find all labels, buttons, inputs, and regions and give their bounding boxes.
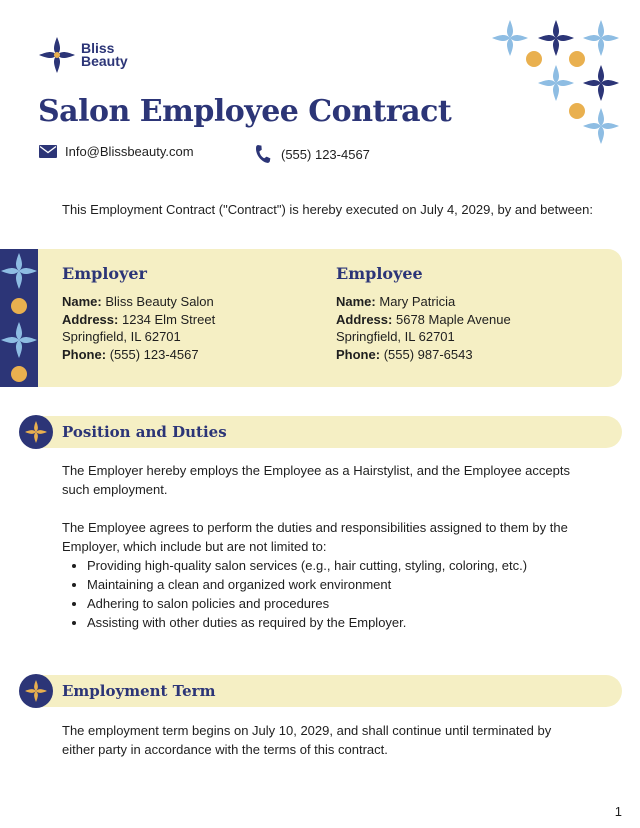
decorative-strip — [0, 249, 38, 387]
page-number: 1 — [614, 804, 622, 819]
brand-line1: Bliss — [81, 40, 115, 56]
employer-address-row — [62, 311, 215, 329]
employee-address1: 5678 Maple Avenue — [395, 311, 511, 327]
employer-address1: 1234 Elm Street — [121, 311, 216, 327]
employee-name: Mary Patricia — [379, 294, 456, 309]
flower-logo-icon — [38, 36, 76, 74]
position-paragraph-2: The Employee agrees to perform the duties and responsibilities assigned to them by the Employer, which include but are not limited to: — [62, 520, 568, 554]
employee-address-row — [336, 311, 511, 329]
employer-name-row — [62, 293, 215, 311]
employee-address2: Springfield, IL 62701 — [336, 329, 455, 345]
employee-phone-row — [336, 346, 511, 364]
employer-phone: (555) 123-4567 — [109, 346, 199, 362]
flower-badge-icon — [19, 415, 53, 449]
brand-name — [81, 42, 128, 68]
brand-line2: Beauty — [81, 53, 128, 69]
decorative-flower-pattern — [488, 14, 628, 149]
list-item: • Maintaining a clean and organized work environment — [87, 575, 527, 594]
brand-logo — [38, 36, 128, 74]
employee-address-label: Address: — [336, 311, 393, 327]
employee-heading: Employee — [336, 264, 423, 283]
contact-email — [39, 144, 194, 159]
term-heading: Employment Term — [62, 682, 216, 700]
employer-name-label: Name: — [62, 294, 102, 309]
list-item: • Assisting with other duties as required by the Employer. — [87, 613, 527, 632]
employer-block — [62, 263, 215, 363]
page-title: Salon Employee Contract — [38, 94, 452, 129]
employee-block — [336, 263, 511, 363]
position-heading: Position and Duties — [62, 423, 227, 441]
phone-icon — [253, 144, 273, 164]
intro-text: This Employment Contract ("Contract") is hereby executed on July 4, 2029, by and between: — [62, 202, 593, 217]
phone-text: (555) 123-4567 — [281, 146, 370, 162]
flower-badge-icon — [19, 674, 53, 708]
term-paragraph: The employment term begins on July 10, 2029, and shall continue until terminated by either party in accordance with the terms of this contract. — [62, 723, 552, 757]
employee-phone: (555) 987-6543 — [383, 346, 473, 362]
parties-box — [0, 249, 622, 387]
email-text: Info@Blissbeauty.com — [65, 144, 194, 159]
employer-heading: Employer — [62, 264, 147, 283]
duties-list — [62, 556, 527, 632]
list-item: • Adhering to salon policies and procedures — [87, 594, 527, 613]
employer-name: Bliss Beauty Salon — [105, 294, 214, 309]
employer-phone-row — [62, 346, 215, 364]
employer-phone-label: Phone: — [62, 346, 107, 362]
employee-name-row — [336, 293, 511, 311]
employer-address2: Springfield, IL 62701 — [62, 329, 181, 345]
envelope-icon — [39, 145, 57, 158]
position-paragraph-1: The Employer hereby employs the Employee as a Hairstylist, and the Employee accepts such employment. — [62, 463, 570, 497]
employee-phone-label: Phone: — [336, 346, 381, 362]
employer-address-label: Address: — [62, 311, 119, 327]
contact-phone — [253, 144, 370, 164]
list-item: • Providing high-quality salon services (e.g., hair cutting, styling, coloring, etc.) — [87, 556, 527, 575]
employee-name-label: Name: — [336, 294, 376, 309]
strip-flower-pattern — [0, 249, 38, 387]
